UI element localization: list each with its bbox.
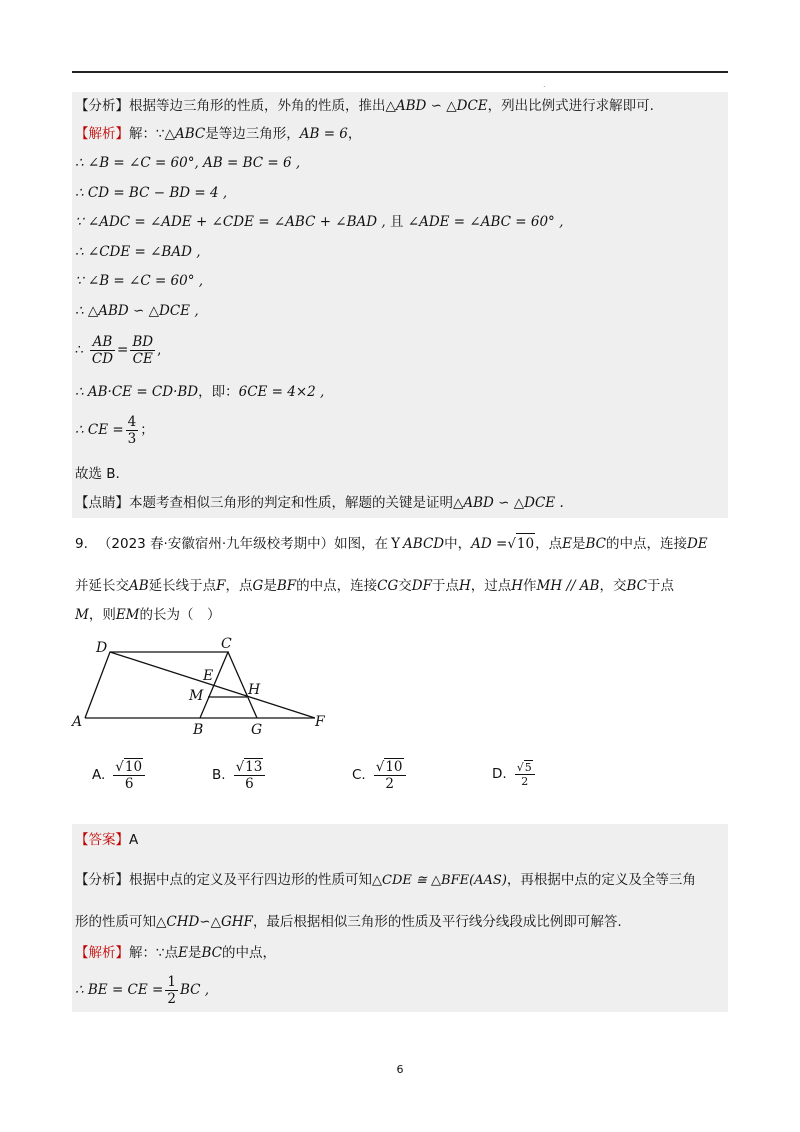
label-e: E [203, 668, 214, 684]
q8-step-3: ∵ ∠ADC = ∠ADE + ∠CDE = ∠ABC + ∠BAD , 且 ∠ADE = ∠ABC = 60° , [75, 214, 564, 230]
label-h: H [248, 682, 261, 698]
answer-tag: 【答案】 [75, 832, 129, 848]
option-b[interactable]: B. $\frac{√13}{6}$ [212, 758, 267, 792]
q9-statement-line-3: M，则EM的长为（ ） [75, 607, 221, 623]
q8-solution-intro: 【解析】解：∵△ABC是等边三角形，AB = 6， [75, 126, 362, 142]
q9-analysis-line-1: 【分析】根据中点的定义及平行四边形的性质可知△CDE ≅ △BFE(AAS)，再根据中点的定义及全等三角 [75, 872, 696, 888]
parallelogram-abcd [85, 652, 228, 718]
q9-answer [75, 830, 138, 850]
q8-step-4: ∴ ∠CDE = ∠BAD , [75, 244, 201, 260]
label-g: G [251, 722, 263, 738]
q8-step-8: ∴ AB·CE = CD·BD，即：6CE = 4×2 , [75, 384, 325, 400]
fraction: $\frac{BD}{CE}$ [132, 333, 154, 367]
fraction: $\frac{4}{3}$ [127, 413, 137, 447]
line-df [110, 652, 315, 718]
page-number: 6 [396, 1063, 404, 1076]
q9-solution-step-1: ∴ BE = CE = $\frac{1}{2}$ BC , [75, 973, 210, 1007]
option-c[interactable]: C. $\frac{√10}{2}$ [352, 758, 408, 792]
label-a: A [72, 714, 83, 730]
q9-solution-intro: 【解析】解：∵点E是BC的中点， [75, 945, 276, 961]
q8-comment: 【点睛】本题考查相似三角形的判定和性质，解题的关键是证明△ABD ∽ △DCE . [75, 495, 564, 511]
solution-tag: 【解析】 [75, 126, 129, 142]
q8-choice: 故选 B. [75, 466, 120, 482]
q8-step-5: ∵ ∠B = ∠C = 60° , [75, 273, 204, 289]
label-d: D [96, 640, 108, 656]
q8-step-6: ∴ △ABD ∽ △DCE , [75, 303, 199, 319]
option-a[interactable]: A. $\frac{√10}{6}$ [92, 758, 147, 792]
q9-statement-line-1: 9. （2023 春·安徽宿州·九年级校考期中）如图，在 Y ABCD中，AD =√10，点E是BC的中点，连接DE [75, 533, 708, 554]
q8-step-9: ∴ CE = $\frac{4}{3}$ ； [75, 413, 154, 447]
q8-analysis: 【分析】根据等边三角形的性质，外角的性质，推出△ABD ∽ △DCE，列出比例式进行求解即可. [75, 98, 654, 114]
question-number: 9. [75, 536, 88, 552]
label-f: F [315, 714, 325, 730]
q8-step-1: ∴ ∠B = ∠C = 60°, AB = BC = 6 , [75, 155, 301, 171]
parallelogram-figure [60, 630, 340, 740]
fraction: $\frac{AB}{CD}$ [91, 333, 114, 367]
header-rule [72, 71, 728, 73]
answer-value: A [129, 832, 139, 848]
q9-analysis-line-2: 形的性质可知△CHD∽△GHF，最后根据相似三角形的性质及平行线分线段成比例即可解答. [75, 914, 622, 930]
q8-step-2: ∴ CD = BC − BD = 4 , [75, 185, 228, 201]
label-b: B [193, 722, 204, 738]
label-c: C [221, 636, 232, 652]
header-mark: . [543, 80, 546, 89]
q8-step-7: ∴ $\frac{AB}{CD}$ = $\frac{BD}{CE}$ , [75, 333, 162, 367]
label-m: M [189, 688, 204, 704]
q9-statement-line-2: 并延长交AB延长线于点F，点G是BF的中点，连接CG交DF于点H，过点H作MH // AB，交BC于点 [75, 578, 674, 594]
parallelogram-symbol: Y [391, 536, 401, 552]
analysis-tag: 【分析】 [75, 98, 129, 114]
option-d[interactable]: D. $\frac{√5}{2}$ [492, 760, 537, 788]
